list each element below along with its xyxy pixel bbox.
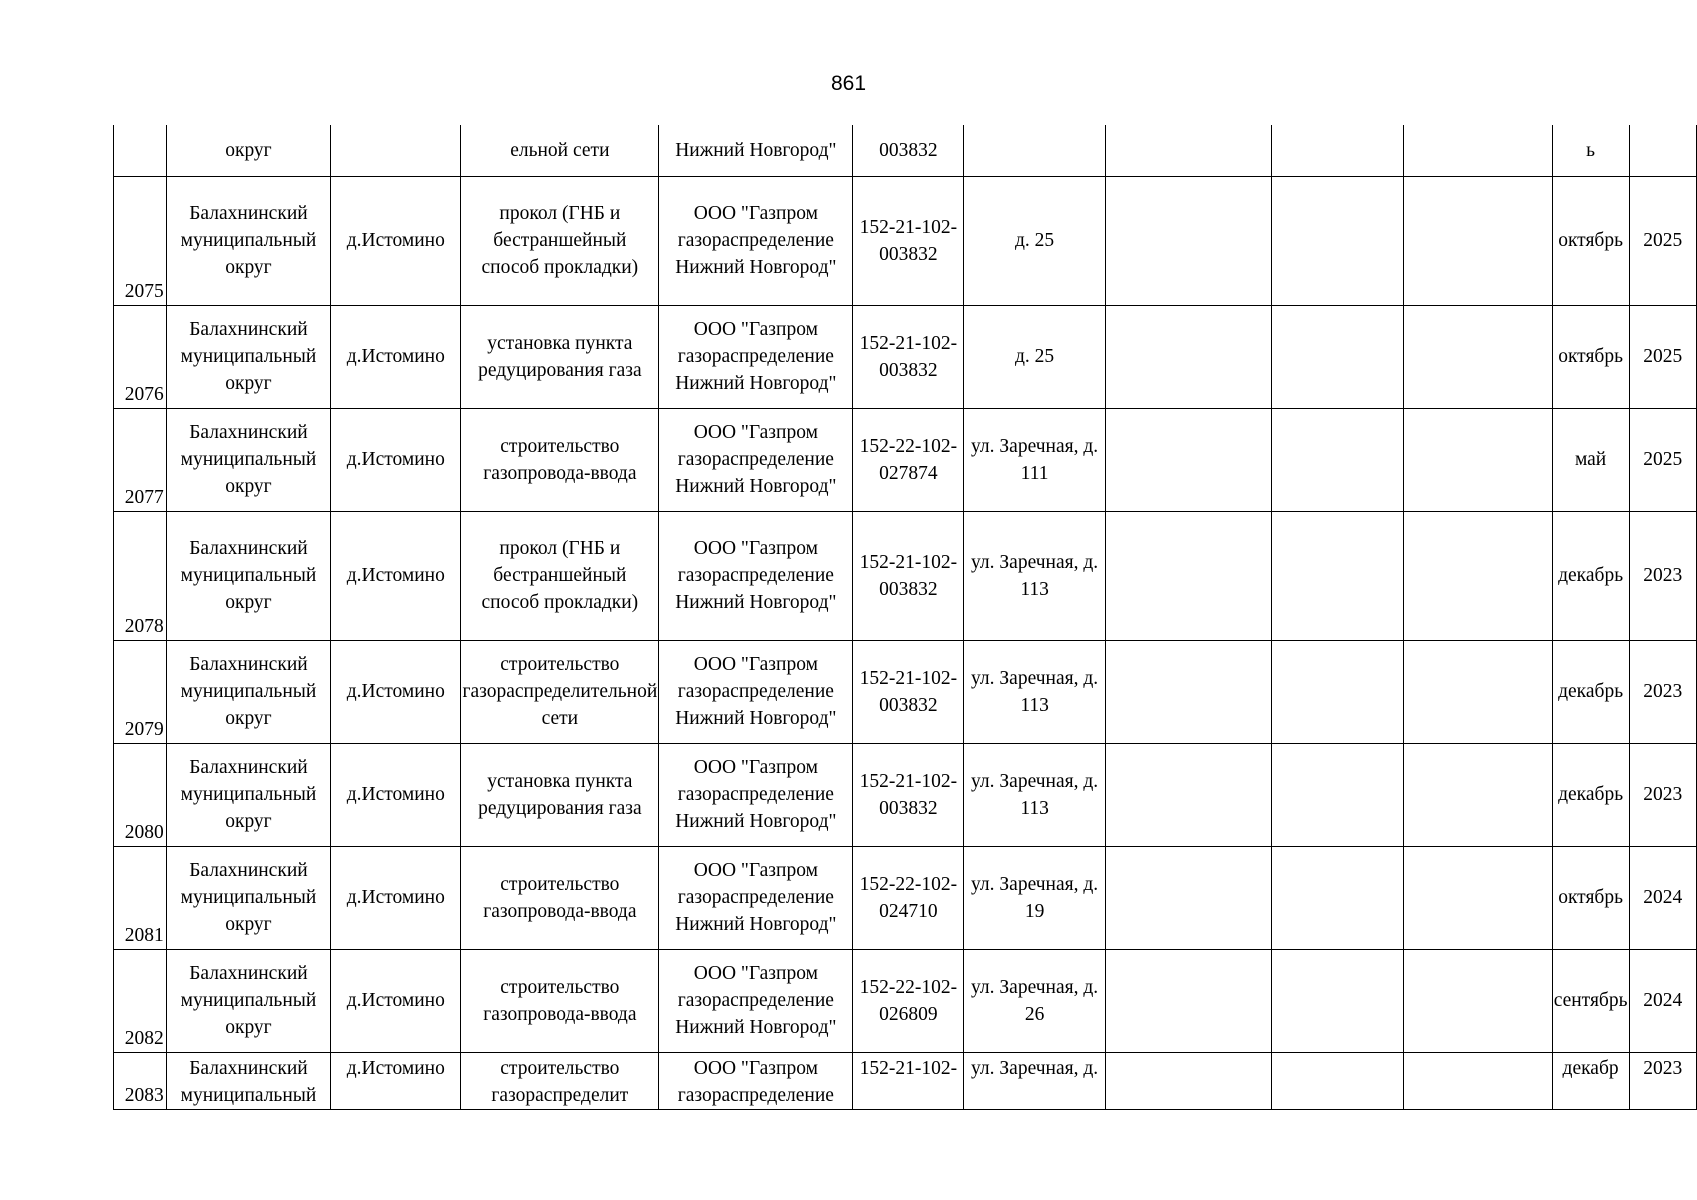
row-number-cell: 2079	[114, 640, 167, 743]
locality-cell: д.Истомино	[331, 846, 461, 949]
empty-cell	[1272, 176, 1404, 305]
month-cell: октябрь	[1552, 305, 1629, 408]
year-cell: 2025	[1629, 176, 1697, 305]
locality-cell: д.Истомино	[331, 1052, 461, 1109]
address-cell: ул. Заречная, д. 113	[964, 511, 1106, 640]
district-cell: Балахнинский муниципальный округ	[166, 408, 330, 511]
table-row	[114, 1052, 1697, 1109]
empty-cell	[1272, 640, 1404, 743]
district-cell: Балахнинский муниципальный округ	[166, 846, 330, 949]
district-cell: Балахнинский муниципальный округ	[166, 640, 330, 743]
locality-cell: д.Истомино	[331, 949, 461, 1052]
empty-cell	[1272, 125, 1404, 176]
empty-cell	[1105, 1052, 1271, 1109]
month-cell: октябрь	[1552, 176, 1629, 305]
organization-cell: ООО "Газпром газораспределение Нижний Новгород"	[659, 743, 853, 846]
table-row	[114, 408, 1697, 511]
locality-cell: д.Истомино	[331, 408, 461, 511]
empty-cell	[1105, 408, 1271, 511]
empty-cell	[1404, 511, 1553, 640]
row-number-cell: 2078	[114, 511, 167, 640]
locality-cell: д.Истомино	[331, 743, 461, 846]
empty-cell	[1272, 511, 1404, 640]
table-row	[114, 640, 1697, 743]
year-cell: 2023	[1629, 743, 1697, 846]
empty-cell	[1105, 949, 1271, 1052]
district-cell: округ	[166, 125, 330, 176]
locality-cell: д.Истомино	[331, 640, 461, 743]
page-number: 861	[830, 72, 867, 95]
code-cell: 152-21-102-003832	[853, 640, 964, 743]
district-cell: Балахнинский муниципальный округ	[166, 176, 330, 305]
work-type-cell: прокол (ГНБ и бестраншейный способ прокладки)	[461, 511, 659, 640]
code-cell: 152-22-102-027874	[853, 408, 964, 511]
year-cell: 2025	[1629, 408, 1697, 511]
empty-cell	[1105, 640, 1271, 743]
organization-cell: Нижний Новгород"	[659, 125, 853, 176]
work-type-cell: ельной сети	[461, 125, 659, 176]
locality-cell: д.Истомино	[331, 176, 461, 305]
empty-cell	[1404, 640, 1553, 743]
empty-cell	[1404, 743, 1553, 846]
year-cell: 2023	[1629, 1052, 1697, 1109]
empty-cell	[1404, 305, 1553, 408]
empty-cell	[1105, 305, 1271, 408]
district-cell: Балахнинский муниципальный округ	[166, 949, 330, 1052]
address-cell: ул. Заречная, д.	[964, 1052, 1106, 1109]
month-cell: май	[1552, 408, 1629, 511]
address-cell: ул. Заречная, д. 26	[964, 949, 1106, 1052]
address-cell	[964, 125, 1106, 176]
row-number-cell: 2077	[114, 408, 167, 511]
code-cell: 152-21-102-003832	[853, 743, 964, 846]
code-cell: 152-21-102-	[853, 1052, 964, 1109]
row-number-cell: 2082	[114, 949, 167, 1052]
empty-cell	[1404, 176, 1553, 305]
locality-cell: д.Истомино	[331, 511, 461, 640]
empty-cell	[1105, 125, 1271, 176]
empty-cell	[1105, 511, 1271, 640]
work-type-cell: установка пункта редуцирования газа	[461, 305, 659, 408]
organization-cell: ООО "Газпром газораспределение Нижний Новгород"	[659, 305, 853, 408]
row-number-cell: 2081	[114, 846, 167, 949]
table-row	[114, 949, 1697, 1052]
code-cell: 152-21-102-003832	[853, 511, 964, 640]
locality-cell: д.Истомино	[331, 305, 461, 408]
month-cell: декабр	[1552, 1052, 1629, 1109]
empty-cell	[1272, 743, 1404, 846]
month-cell: декабрь	[1552, 511, 1629, 640]
organization-cell: ООО "Газпром газораспределение Нижний Новгород"	[659, 846, 853, 949]
year-cell: 2023	[1629, 511, 1697, 640]
address-cell: ул. Заречная, д. 19	[964, 846, 1106, 949]
address-cell: д. 25	[964, 305, 1106, 408]
empty-cell	[1404, 408, 1553, 511]
table-row	[114, 743, 1697, 846]
month-cell: октябрь	[1552, 846, 1629, 949]
address-cell: ул. Заречная, д. 111	[964, 408, 1106, 511]
empty-cell	[1105, 846, 1271, 949]
work-type-cell: установка пункта редуцирования газа	[461, 743, 659, 846]
code-cell: 152-21-102-003832	[853, 305, 964, 408]
empty-cell	[1272, 1052, 1404, 1109]
month-cell: декабрь	[1552, 743, 1629, 846]
address-cell: ул. Заречная, д. 113	[964, 640, 1106, 743]
year-cell	[1629, 125, 1697, 176]
work-type-cell: строительство газопровода-ввода	[461, 949, 659, 1052]
empty-cell	[1404, 1052, 1553, 1109]
row-number-cell: 2075	[114, 176, 167, 305]
month-cell: сентябрь	[1552, 949, 1629, 1052]
code-cell: 003832	[853, 125, 964, 176]
empty-cell	[1105, 176, 1271, 305]
empty-cell	[1272, 846, 1404, 949]
district-cell: Балахнинский муниципальный округ	[166, 511, 330, 640]
work-type-cell: строительство газопровода-ввода	[461, 846, 659, 949]
district-cell: Балахнинский муниципальный округ	[166, 305, 330, 408]
code-cell: 152-22-102-024710	[853, 846, 964, 949]
organization-cell: ООО "Газпром газораспределение	[659, 1052, 853, 1109]
table-row	[114, 846, 1697, 949]
table-body	[114, 125, 1697, 1109]
empty-cell	[1404, 125, 1553, 176]
year-cell: 2025	[1629, 305, 1697, 408]
row-number-cell	[114, 125, 167, 176]
document-table	[113, 125, 1697, 1110]
year-cell: 2024	[1629, 949, 1697, 1052]
address-cell: д. 25	[964, 176, 1106, 305]
address-cell: ул. Заречная, д. 113	[964, 743, 1106, 846]
organization-cell: ООО "Газпром газораспределение Нижний Новгород"	[659, 511, 853, 640]
table-row	[114, 125, 1697, 176]
empty-cell	[1105, 743, 1271, 846]
organization-cell: ООО "Газпром газораспределение Нижний Новгород"	[659, 949, 853, 1052]
empty-cell	[1272, 949, 1404, 1052]
month-cell: декабрь	[1552, 640, 1629, 743]
table-row	[114, 176, 1697, 305]
row-number-cell: 2080	[114, 743, 167, 846]
district-cell: Балахнинский муниципальный округ	[166, 743, 330, 846]
organization-cell: ООО "Газпром газораспределение Нижний Новгород"	[659, 176, 853, 305]
year-cell: 2024	[1629, 846, 1697, 949]
table-row	[114, 305, 1697, 408]
row-number-cell: 2076	[114, 305, 167, 408]
work-type-cell: прокол (ГНБ и бестраншейный способ прокладки)	[461, 176, 659, 305]
month-cell: ь	[1552, 125, 1629, 176]
locality-cell	[331, 125, 461, 176]
district-cell: Балахнинский муниципальный	[166, 1052, 330, 1109]
work-type-cell: строительство газораспределит	[461, 1052, 659, 1109]
code-cell: 152-22-102-026809	[853, 949, 964, 1052]
organization-cell: ООО "Газпром газораспределение Нижний Новгород"	[659, 640, 853, 743]
empty-cell	[1404, 949, 1553, 1052]
code-cell: 152-21-102-003832	[853, 176, 964, 305]
table-row	[114, 511, 1697, 640]
year-cell: 2023	[1629, 640, 1697, 743]
work-type-cell: строительство газораспределительной сети	[461, 640, 659, 743]
empty-cell	[1272, 408, 1404, 511]
empty-cell	[1272, 305, 1404, 408]
organization-cell: ООО "Газпром газораспределение Нижний Новгород"	[659, 408, 853, 511]
work-type-cell: строительство газопровода-ввода	[461, 408, 659, 511]
row-number-cell: 2083	[114, 1052, 167, 1109]
empty-cell	[1404, 846, 1553, 949]
